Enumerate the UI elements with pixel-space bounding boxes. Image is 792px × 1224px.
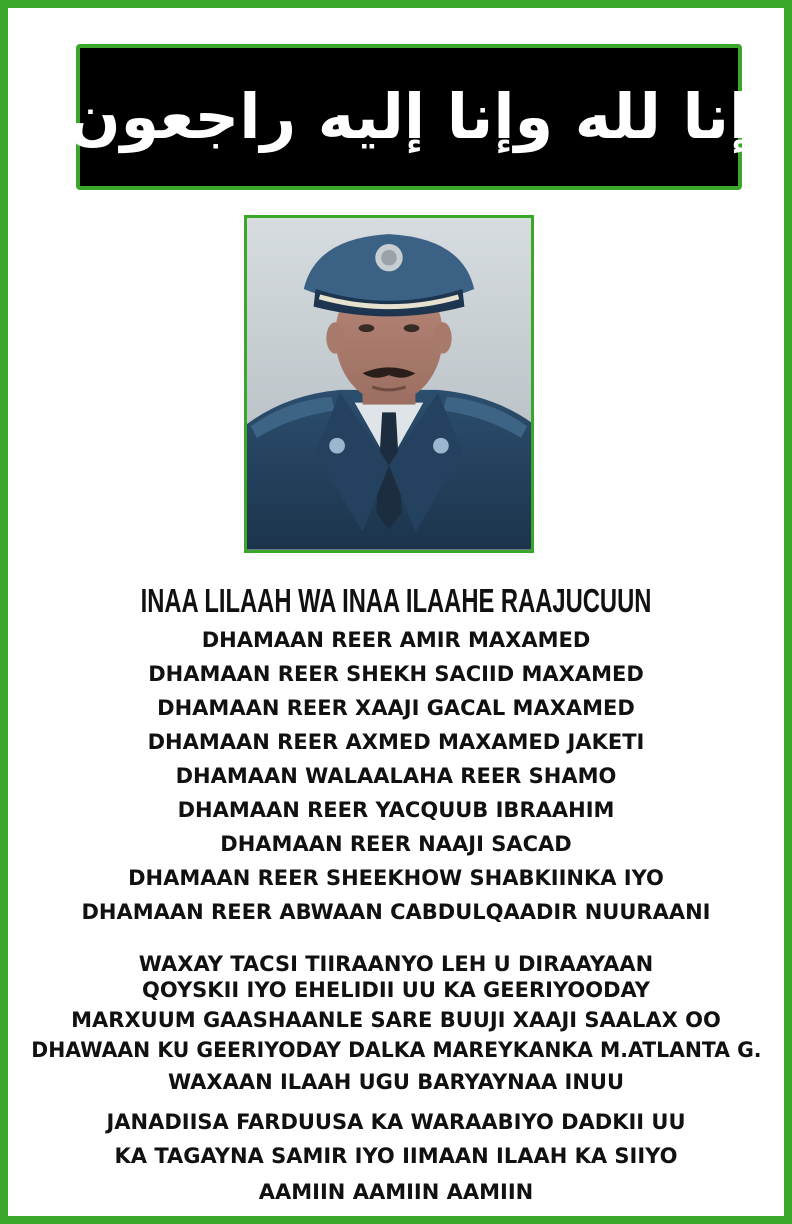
family-line: DHAMAAN REER SHEKH SACIID MAXAMED (148, 662, 644, 686)
message-line: DHAWAAN KU GEERIYODAY DALKA MAREYKANKA M.ATLANTA G. (30, 1038, 762, 1062)
family-line: DHAMAAN REER SHEEKHOW SHABKIINKA IYO (128, 866, 664, 890)
message-line: AAMIIN AAMIIN AAMIIN (258, 1180, 534, 1204)
family-line: DHAMAAN REER XAAJI GACAL MAXAMED (157, 696, 635, 720)
condolence-banner (67, 44, 751, 190)
family-line: DHAMAAN WALAALAHA REER SHAMO (175, 764, 617, 788)
portrait-photo (244, 215, 534, 553)
heading: INAA LILAAH WA INAA ILAAHE RAAJUCUUN (140, 582, 652, 619)
message-line: MARXUUM GAASHAANLE SARE BUUJI XAAJI SAALAX OO (71, 1008, 721, 1032)
family-line: DHAMAAN REER AXMED MAXAMED JAKETI (147, 730, 645, 754)
message-line: WAXAY TACSI TIIRAANYO LEH U DIRAAYAAN (138, 952, 654, 976)
family-line: DHAMAAN REER YACQUUB IBRAAHIM (177, 798, 615, 822)
message-line: JANADIISA FARDUUSA KA WARAABIYO DADKII UU (106, 1110, 686, 1134)
family-line: DHAMAAN REER ABWAAN CABDULQAADIR NUURAANI (81, 900, 711, 924)
message-line: KA TAGAYNA SAMIR IYO IIMAAN ILAAH KA SIIYO (114, 1144, 678, 1168)
message-line: QOYSKII IYO EHELIDII UU KA GEERIYOODAY (142, 978, 650, 1002)
family-line: DHAMAAN REER NAAJI SACAD (220, 832, 572, 856)
banner-arabic-text: إنا لله وإنا إليه راجعون (67, 80, 751, 153)
family-line: DHAMAAN REER AMIR MAXAMED (201, 628, 591, 652)
message-line: WAXAAN ILAAH UGU BARYAYNAA INUU (167, 1070, 625, 1094)
